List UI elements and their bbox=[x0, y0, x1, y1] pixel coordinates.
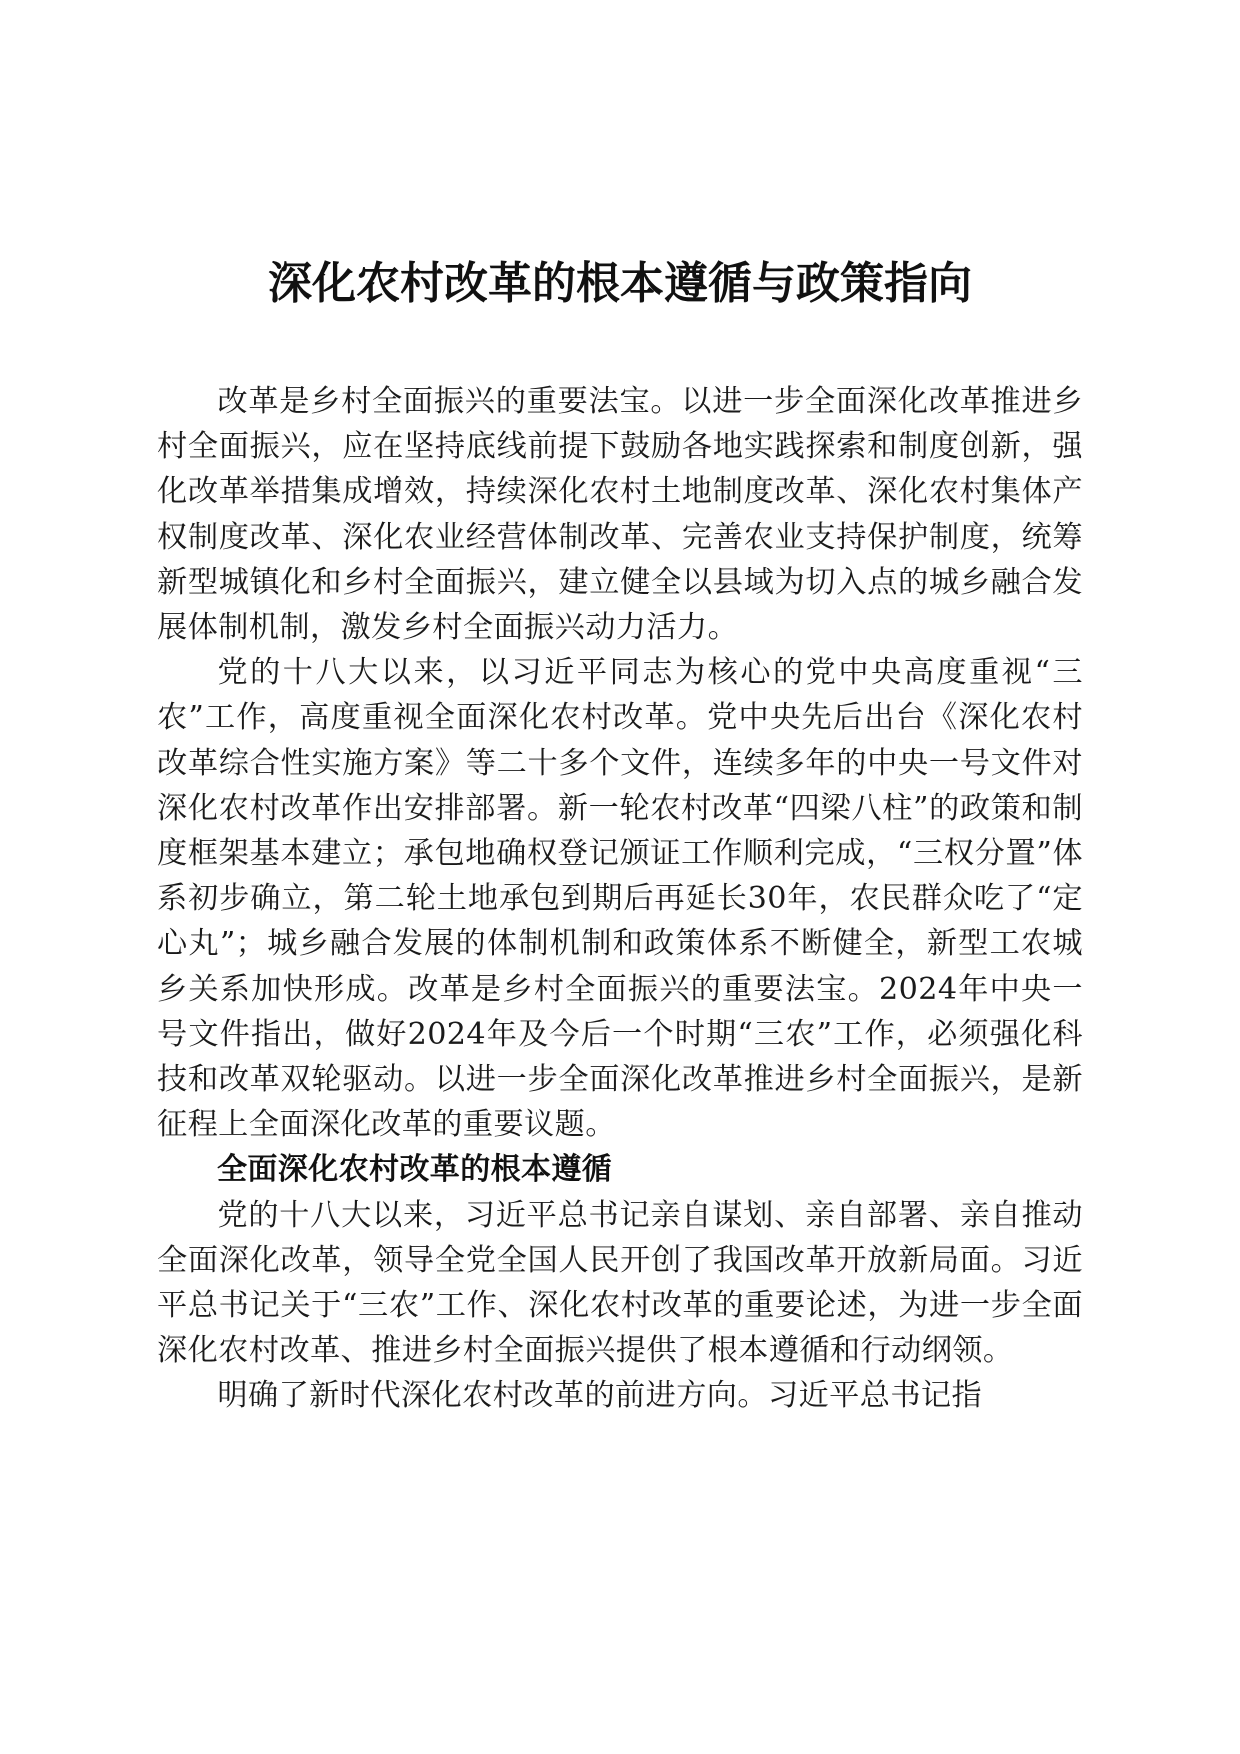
paragraph: 党的十八大以来，习近平总书记亲自谋划、亲自部署、亲自推动全面深化改革，领导全党全国人民开创了我国改革开放新局面。习近平总书记关于“三农”工作、深化农村改革的重要论述，为进一步全面深化农村改革、推进乡村全面振兴提供了根本遵循和行动纲领。 bbox=[157, 1197, 1083, 1369]
document-title: 深化农村改革的根本遵循与政策指向 bbox=[268, 258, 972, 309]
paragraph: 明确了新时代深化农村改革的前进方向。习近平总书记指 bbox=[217, 1378, 983, 1414]
paragraph: 改革是乡村全面振兴的重要法宝。以进一步全面深化改革推进乡村全面振兴，应在坚持底线前提下鼓励各地实践探索和制度创新，强化改革举措集成增效，持续深化农村土地制度改革、深化农村集体产权制度改革、深化农业经营体制改革、完善农业支持保护制度，统筹新型城镇化和乡村全面振兴，建立健全以县域为切入点的城乡融合发展体制机制，激发乡村全面振兴动力活力。 bbox=[157, 384, 1083, 646]
section-heading: 全面深化农村改革的根本遵循 bbox=[217, 1152, 613, 1188]
paragraph: 党的十八大以来，以习近平同志为核心的党中央高度重视“三农”工作，高度重视全面深化农村改革。党中央先后出台《深化农村改革综合性实施方案》等二十多个文件，连续多年的中央一号文件对深化农村改革作出安排部署。新一轮农村改革“四梁八柱”的政策和制度框架基本建立；承包地确权登记颁证工作顺利完成，“三权分置”体系初步确立，第二轮土地承包到期后再延长30年，农民群众吃了“定心丸”；城乡融合发展的体制机制和政策体系不断健全，新型工农城乡关系加快形成。改革是乡村全面振兴的重要法宝。2024年中央一号文件指出，做好2024年及今后一个时期“三农”工作，必须强化科技和改革双轮驱动。以进一步全面深化改革推进乡村全面振兴，是新征程上全面深化改革的重要议题。 bbox=[157, 655, 1083, 1143]
document-body bbox=[157, 379, 1083, 1419]
